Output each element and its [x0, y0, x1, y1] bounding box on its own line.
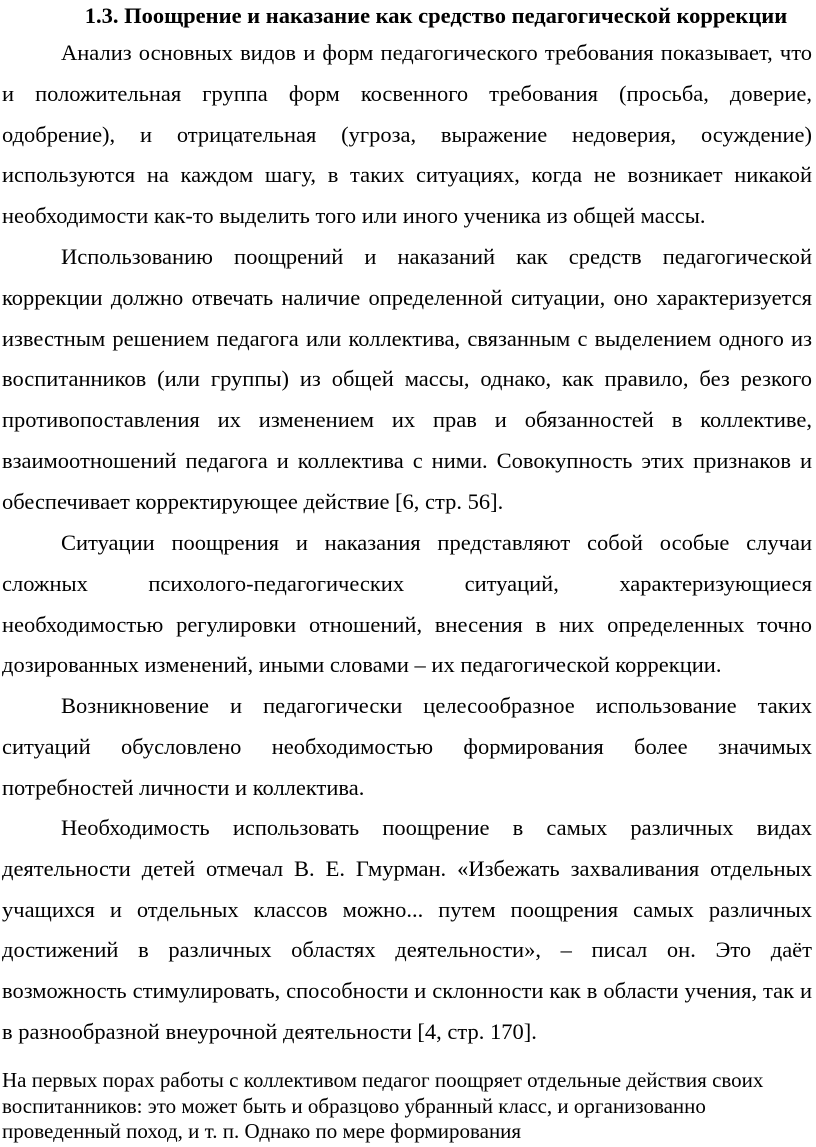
body-paragraph-2: Использованию поощрений и наказаний как средств педагогической коррекции должно отвечать наличие определенной ситуации, оно характеризуется известным решением педагога или коллектива, связанным с выделением одного из воспитанников (или группы) из общей массы, однако, как правило, без резкого противопоставления их изменением их прав и обязанностей в коллективе, взаимоотношений педагога и коллектива с ними. Совокупность этих признаков и обеспечивает корректирующее действие [6, стр. 56].: [2, 244, 812, 514]
body-paragraph-5: Необходимость использовать поощрение в самых различных видах деятельности детей отмечал В. Е. Гмурман. «Избежать захваливания отдельных учащихся и отдельных классов можно... путем поощрения самых различных достижений в различных областях деятельности», – писал он. Это даёт возможность стимулировать, способности и склонности как в области учения, так и в разнообразной внеурочной деятельности [4, стр. 170].: [2, 815, 812, 1044]
body-paragraph-3: Ситуации поощрения и наказания представляют собой особые случаи сложных психолого-педагогических ситуаций, характеризующиеся необходимостью регулировки отношений, внесения в них определенных точно дозированных изменений, иными словами – их педагогической коррекции.: [2, 530, 812, 678]
section-heading: 1.3. Поощрение и наказание как средство педагогической коррекции: [84, 3, 788, 28]
body-paragraph-4: Возникновение и педагогически целесообразное использование таких ситуаций обусловлено необходимостью формирования более значимых потребностей личности и коллектива.: [2, 693, 812, 800]
body-paragraph-6: На первых порах работы с коллективом педагог поощряет отдельные действия своих воспитанников: это может быть и образцово убранный класс, и организованно проведенный поход, и т. п. Однако по мере формирования: [2, 1068, 764, 1143]
body-paragraph-1: Анализ основных видов и форм педагогического требования показывает, что и положительная группа форм косвенного требования (просьба, доверие, одобрение), и отрицательная (угроза, выражение недоверия, осуждение) используются на каждом шагу, в таких ситуациях, когда не возникает никакой необходимости как-то выделить того или иного ученика из общей массы.: [2, 40, 812, 229]
